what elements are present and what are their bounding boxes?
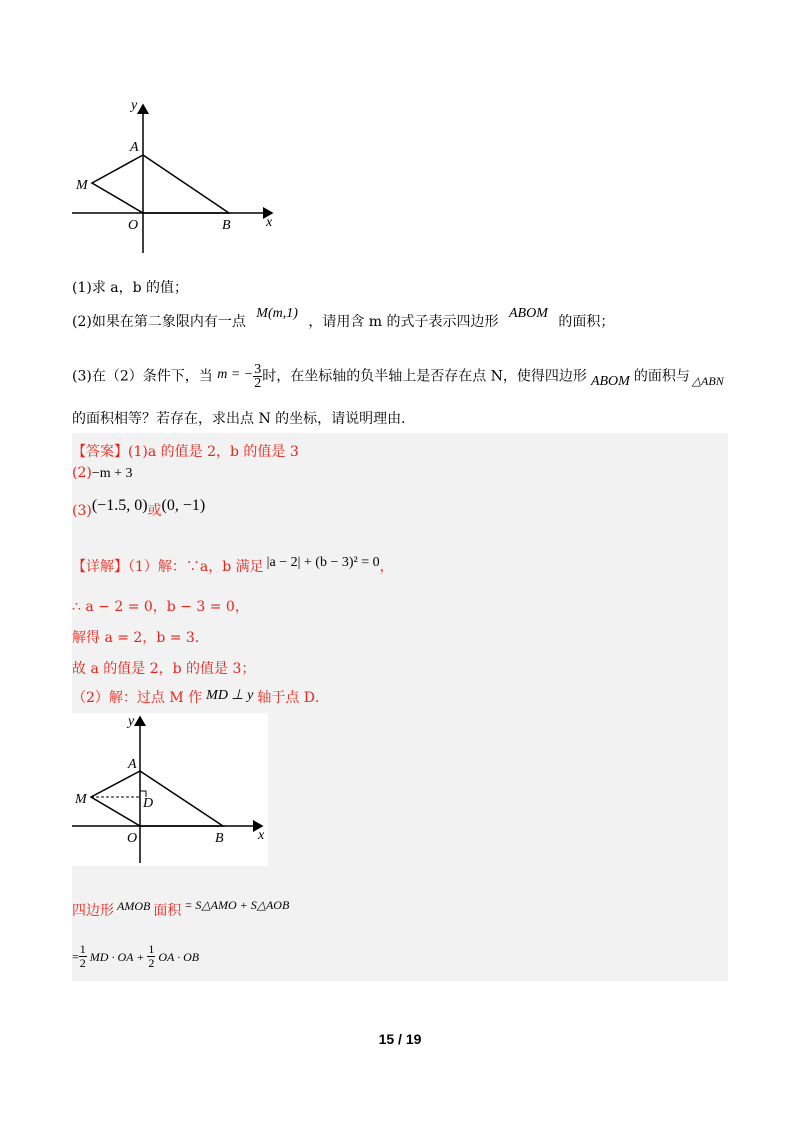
detail-line-6: 四边形 AMOB 面积 = S△AMO + S△AOB: [72, 898, 290, 919]
figure1-coordinate-diagram: [66, 95, 286, 265]
detail-line-2: ∴ a − 2 = 0，b − 3 = 0，: [72, 599, 249, 615]
detail-line-1: 【详解】（1）解：∵a，b 满足 |a − 2| + (b − 3)² = 0，: [72, 555, 394, 575]
quadrilateral-amob: [91, 771, 223, 826]
question-3: (3)在（2）条件下，当 m = − $\frac{3}{2}$ 时，在坐标轴的负半轴上是否存在点 N，使得四边形 ABOM 的面积与 △ABN: [72, 362, 724, 391]
label-o: O: [128, 218, 139, 233]
label-x: x: [266, 215, 273, 230]
detail-line-5: （2）解：过点 M 作 MD ⊥ y 轴于点 D．: [72, 688, 330, 706]
question-2: (2)如果在第二象限内有一点 M(m,1) ，请用含 m 的式子表示四边形 ABOM 的面积；: [72, 306, 615, 330]
label-b: B: [222, 218, 231, 233]
detail-line-7: = $\frac{1}{2}$ MD · OA + $\frac{1}{2}$ OA · OB: [72, 942, 200, 970]
label-b: B: [215, 831, 224, 846]
page-number: 15 / 19: [378, 1031, 422, 1047]
detail-line-3: 解得 a = 2，b = 3．: [72, 630, 209, 646]
label-y: y: [128, 714, 135, 729]
label-m: M: [76, 178, 88, 193]
label-a: A: [130, 140, 139, 155]
label-d: D: [143, 796, 154, 811]
label-a: A: [128, 757, 137, 772]
detail-line-4: 故 a 的值是 2，b 的值是 3；: [72, 661, 256, 677]
quadrilateral-abom: [92, 155, 229, 213]
label-m: M: [75, 792, 87, 807]
answer-line-1: 【答案】(1)a 的值是 2，b 的值是 3: [72, 444, 299, 460]
question-3-line2: 的面积相等？若存在，求出点 N 的坐标，请说明理由．: [72, 411, 416, 427]
label-x: x: [258, 828, 265, 843]
answer-line-3: (3)(−1.5, 0)或(0, −1): [72, 497, 206, 519]
figure2-coordinate-diagram: [72, 713, 268, 866]
label-y: y: [131, 98, 138, 113]
label-o: O: [127, 831, 138, 846]
answer-line-2: (2)−m + 3: [72, 465, 133, 481]
question-1: (1)求 a，b 的值；: [72, 280, 189, 296]
